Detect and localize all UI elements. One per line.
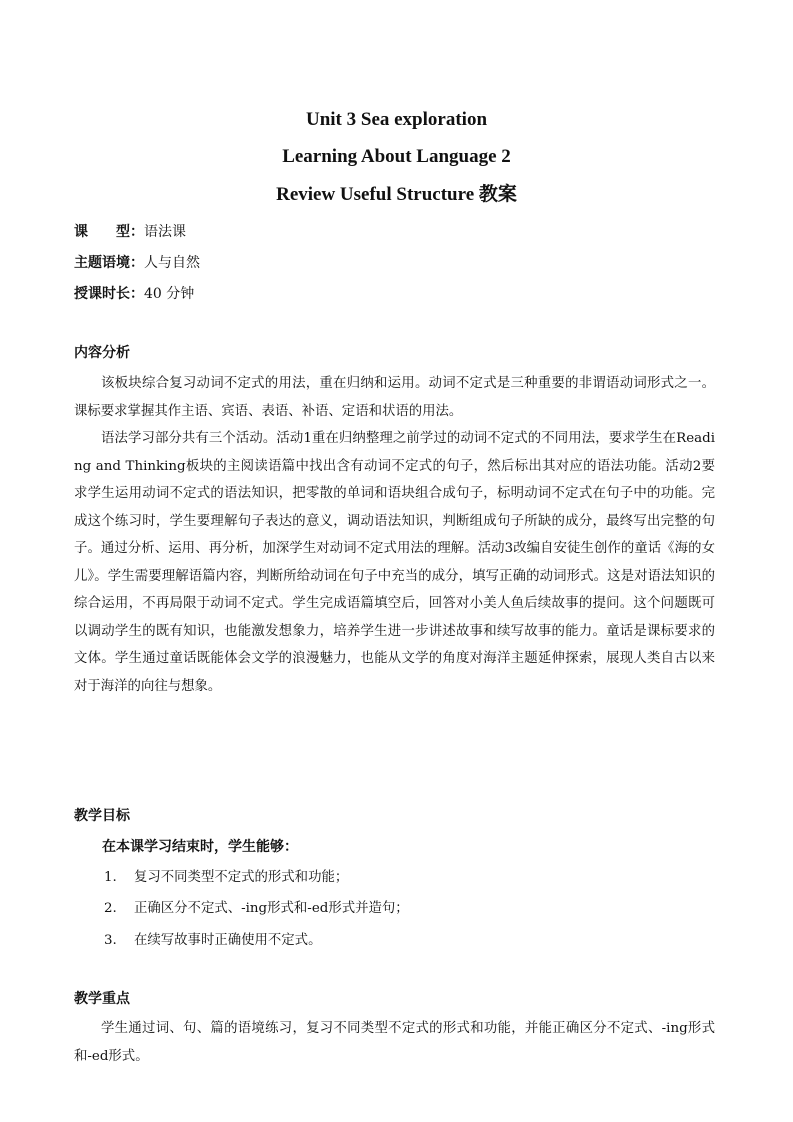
document-title-unit: Unit 3 Sea exploration [305, 109, 488, 130]
meta-value: 语法课 [144, 224, 186, 240]
objective-item [104, 868, 348, 888]
meta-value: 40 分钟 [144, 286, 195, 302]
meta-label: 课 型： [74, 224, 144, 240]
list-number: 3. [104, 933, 117, 948]
section-heading-content-analysis: 内容分析 [74, 345, 130, 361]
meta-theme-context [74, 253, 200, 273]
objective-item [104, 931, 321, 951]
section-heading-key-points: 教学重点 [74, 991, 130, 1007]
section-heading-objectives: 教学目标 [74, 808, 130, 824]
key-points-paragraph: 学生通过词、句、篇的语境练习，复习不同类型不定式的形式和功能，并能正确区分不定式、-ing形式和-ed形式。 [74, 1021, 715, 1064]
list-text: 复习不同类型不定式的形式和功能； [134, 870, 349, 885]
content-analysis-paragraph-1: 该板块综合复习动词不定式的用法，重在归纳和运用。动词不定式是三种重要的非谓语动词形式之一。课标要求掌握其作主语、宾语、表语、补语、定语和状语的用法。 [74, 376, 715, 419]
meta-label: 授课时长： [74, 286, 144, 302]
objectives-intro: 在本课学习结束时，学生能够： [102, 839, 298, 855]
list-number: 2. [104, 901, 117, 916]
meta-duration [74, 284, 194, 304]
list-text: 正确区分不定式、-ing形式和-ed形式并造句； [134, 901, 409, 916]
document-title-topic: Review Useful Structure 教案 [276, 184, 517, 205]
meta-lesson-type [74, 222, 186, 242]
content-analysis-paragraph-2: 语法学习部分共有三个活动。活动1重在归纳整理之前学过的动词不定式的不同用法，要求学生在Reading and Thinking板块的主阅读语篇中找出含有动词不定式的句子，然后标出其对应的语法功能。活动2要求学生运用动词不定式的语法知识，把零散的单词和语块组合成句子，标明动词不定式在句子中的功能。完成这个练习时，学生要理解句子表达的意义，调动语法知识，判断组成句子所缺的成分，最终写出完整的句子。通过分析、运用、再分析，加深学生对动词不定式用法的理解。活动3改编自安徒生创作的童话《海的女儿》。学生需要理解语篇内容，判断所给动词在句子中充当的成分，填写正确的动词形式。这是对语法知识的综合运用，不再局限于动词不定式。学生完成语篇填空后，回答对小美人鱼后续故事的提问。这个问题既可以调动学生的既有知识，也能激发想象力，培养学生进一步讲述故事和续写故事的能力。童话是课标要求的文体。学生通过童话既能体会文学的浪漫魅力，也能从文学的角度对海洋主题延伸探索，展现人类自古以来对于海洋的向往与想象。 [74, 431, 715, 694]
document-title-section: Learning About Language 2 [282, 146, 511, 167]
meta-value: 人与自然 [144, 255, 200, 271]
objective-item [104, 899, 409, 919]
list-number: 1. [104, 870, 117, 885]
meta-label: 主题语境： [74, 255, 144, 271]
list-text: 在续写故事时正确使用不定式。 [134, 933, 322, 948]
